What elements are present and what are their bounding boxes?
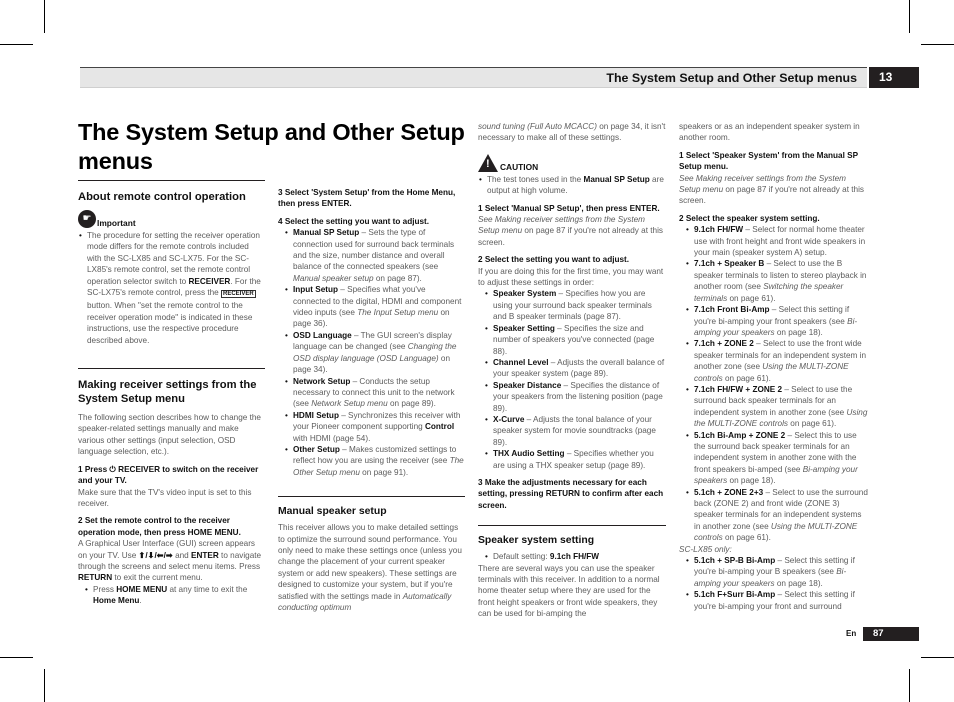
language-label: En bbox=[846, 629, 857, 638]
arrow-keys-icon: ⬆/⬇/⬅/➡ bbox=[138, 550, 173, 560]
continued-text: speakers or as an independent speaker system in another room. bbox=[679, 122, 860, 143]
section-heading-remote: About remote control operation bbox=[78, 180, 265, 204]
list-item: • 5.1ch Bi-Amp + ZONE 2 – Select this to use the surround back speaker terminals for an independent system in another zone with the front speakers bi-amped (see Bi-amping your speakers on page 18). bbox=[679, 430, 869, 487]
crop-mark bbox=[921, 657, 954, 658]
list-item: • Channel Level – Adjusts the overall balance of your speaker system (page 89). bbox=[478, 357, 666, 380]
crop-mark bbox=[921, 44, 954, 45]
list-item: • OSD Language – The GUI screen's display language can be changed (see Changing the OSD display language (OSD Language) on page 34). bbox=[278, 330, 465, 376]
important-label: Important bbox=[97, 218, 136, 228]
step-4: 4 Select the setting you want to adjust. bbox=[278, 216, 430, 226]
manual-sp-list bbox=[478, 288, 666, 471]
list-item: • Speaker System – Specifies how you are using your surround back speaker terminals and B speaker terminals (page 87). bbox=[478, 288, 666, 322]
step-3: 3 Make the adjustments necessary for each setting, pressing RETURN to confirm after each screen. bbox=[478, 477, 664, 510]
column-3 bbox=[478, 121, 666, 620]
important-text: • The procedure for setting the receiver operation mode differs for the remote controls included with the SC-LX85 and SC-LX75. For the SC-LX85's remote control, set the remote control operation selector switch to RECEIVER. For the SC-LX75's remote control, press the RECEIVER button. When "set the remote control to the receiver operation mode" is indicated in these instructions, use the respective procedure described above. bbox=[78, 230, 265, 346]
page-number: 87 bbox=[863, 627, 919, 641]
column-1 bbox=[78, 180, 265, 607]
step-1-body: Make sure that the TV's video input is set to this receiver. bbox=[78, 487, 252, 508]
important-note bbox=[78, 210, 265, 228]
default-setting: • Default setting: 9.1ch FH/FW bbox=[478, 551, 666, 562]
list-item: • Speaker Setting – Specifies the size and number of speakers you've connected (page 88). bbox=[478, 323, 666, 357]
crop-mark bbox=[44, 0, 45, 33]
warning-icon: ! bbox=[478, 154, 498, 172]
list-item: • 7.1ch + Speaker B – Select to use the B speaker terminals to listen to stereo playback in another room (see Switching the speaker terminals on page 61). bbox=[679, 258, 869, 304]
list-item: • 9.1ch FH/FW – Select for normal home theater use with front height and front wide speakers in your main (speaker system A) setup. bbox=[679, 224, 869, 258]
crop-mark bbox=[44, 669, 45, 702]
hand-note-icon: ☛ bbox=[78, 210, 96, 228]
step-2: 2 Select the setting you want to adjust. bbox=[478, 255, 630, 265]
list-item: • X-Curve – Adjusts the tonal balance of your speaker system for movie soundtracks (page 89). bbox=[478, 414, 666, 448]
caution-label: CAUTION bbox=[500, 161, 539, 172]
lx85-only-label: SC-LX85 only: bbox=[679, 544, 732, 554]
step-1: 1 Press ⏻ RECEIVER to switch on the receiver and your TV. bbox=[78, 464, 259, 486]
section-heading-making: Making receiver settings from the System Setup menu bbox=[78, 368, 265, 406]
manual-speaker-body: This receiver allows you to make detailed settings to optimize the surround sound performance. You only need to make these settings once (unless you change the placement of your current speaker system or add new speakers). These settings are designed to customize your system, but if you're satisfied with the settings made in Automatically conducting optimum bbox=[278, 523, 462, 612]
lx85-list bbox=[679, 555, 869, 612]
step-3: 3 Select 'System Setup' from the Home Menu, then press ENTER. bbox=[278, 188, 456, 209]
list-item: • Network Setup – Conducts the setup necessary to connect this unit to the network (see Network Setup menu on page 89). bbox=[278, 376, 465, 410]
step-2-body: A Graphical User Interface (GUI) screen appears on your TV. Use ⬆/⬇/⬅/➡ and ENTER to navigate through the screens and select menu items. Press RETURN to exit the current menu. bbox=[78, 539, 262, 583]
crop-mark bbox=[0, 657, 33, 658]
making-body: The following section describes how to change the speaker-related settings manually and make various other settings (input selection, OSD language selection, etc.). bbox=[78, 413, 261, 457]
list-item: • 7.1ch Front Bi-Amp – Select this setting if you're bi-amping your front speakers (see Bi-amping your speakers on page 18). bbox=[679, 304, 869, 338]
running-header-title: The System Setup and Other Setup menus bbox=[606, 71, 857, 85]
caution-note bbox=[478, 154, 666, 172]
step-2-body: If you are doing this for the first time, you may want to adjust these settings in order: bbox=[478, 266, 664, 288]
speaker-system-body: There are several ways you can use the speaker terminals with this receiver. In addition to a normal home theater setup where they are used for the front height speakers or front wide speakers, they can be used for bi-amping the bbox=[478, 563, 660, 619]
see-note: See Making receiver settings from the System Setup menu on page 87 if you're not already at this screen. bbox=[478, 215, 663, 247]
list-item: • 5.1ch F+Surr Bi-Amp – Select this setting if you're bi-amping your front and surround bbox=[679, 589, 869, 612]
section-heading-speaker-system: Speaker system setting bbox=[478, 525, 666, 547]
see-note: See Making receiver settings from the System Setup menu on page 87 if you're not already at this screen. bbox=[679, 173, 864, 206]
list-item: • 7.1ch FH/FW + ZONE 2 – Select to use the surround back speaker terminals for an independent system in another zone (see Using the MULTI-ZONE controls on page 61). bbox=[679, 384, 869, 430]
continued-text: sound tuning (Full Auto MCACC) on page 34, it isn't necessary to make all of these settings. bbox=[478, 122, 666, 143]
step-2: 2 Set the remote control to the receiver operation mode, then press HOME MENU. bbox=[78, 516, 241, 537]
list-item: • THX Audio Setting – Specifies whether you are using a THX speaker setup (page 89). bbox=[478, 448, 666, 471]
section-heading-manual-speaker: Manual speaker setup bbox=[278, 496, 465, 518]
speaker-system-list bbox=[679, 224, 869, 543]
receiver-key-label: RECEIVER bbox=[223, 291, 254, 298]
list-item: • 5.1ch + ZONE 2+3 – Select to use the surround back (ZONE 2) and front wide (ZONE 3) speaker terminals for an independent systems in another zone (see Using the MULTI-ZONE controls on page 61). bbox=[679, 487, 869, 544]
running-header bbox=[80, 67, 867, 88]
column-2 bbox=[278, 187, 465, 613]
crop-mark bbox=[0, 44, 33, 45]
crop-mark bbox=[909, 669, 910, 702]
list-item: • Other Setup – Makes customized settings to reflect how you are using the receiver (see The Other Setup menu on page 91). bbox=[278, 444, 465, 478]
column-4 bbox=[679, 121, 869, 612]
list-item: • Manual SP Setup – Sets the type of connection used for surround back terminals and the size, number distance and overall balance of the connected speakers (see Manual speaker setup on page 87). bbox=[278, 227, 465, 284]
chapter-number: 13 bbox=[869, 67, 919, 88]
list-item: • Speaker Distance – Specifies the distance of your speakers from the listening position (page 89). bbox=[478, 380, 666, 414]
page-title: The System Setup and Other Setup menus bbox=[78, 119, 465, 174]
caution-text: • The test tones used in the Manual SP Setup are output at high volume. bbox=[478, 174, 666, 197]
list-item: • HDMI Setup – Synchronizes this receiver with your Pioneer component supporting Control with HDMI (page 54). bbox=[278, 410, 465, 444]
list-item: • 5.1ch + SP-B Bi-Amp – Select this setting if you're bi-amping your B speakers (see Bi-amping your speakers on page 18). bbox=[679, 555, 869, 589]
list-item: • Input Setup – Specifies what you've connected to the digital, HDMI and component video inputs (see The Input Setup menu on page 36). bbox=[278, 284, 465, 330]
setting-list bbox=[278, 227, 465, 478]
step-2: 2 Select the speaker system setting. bbox=[679, 213, 820, 223]
step-1: 1 Select 'Speaker System' from the Manual SP Setup menu. bbox=[679, 150, 858, 172]
step-1: 1 Select 'Manual SP Setup', then press ENTER. bbox=[478, 203, 660, 213]
home-menu-bullet: • Press HOME MENU at any time to exit the Home Menu. bbox=[78, 584, 265, 607]
crop-mark bbox=[909, 0, 910, 33]
list-item: • 7.1ch + ZONE 2 – Select to use the front wide speaker terminals for an independent system in another zone (see Using the MULTI-ZONE controls on page 61). bbox=[679, 338, 869, 384]
